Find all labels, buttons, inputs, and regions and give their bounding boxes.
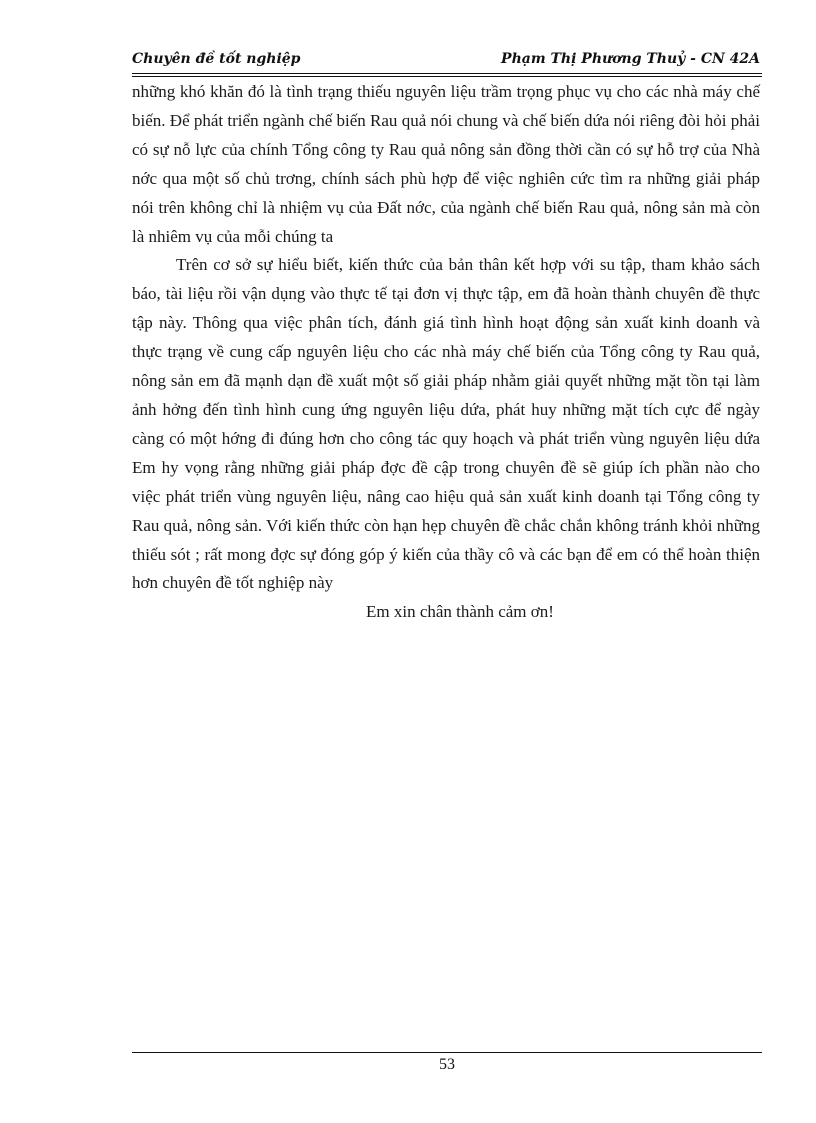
page-number: 53 [439,1056,455,1073]
header-document-title: Chuyên đề tốt nghiệp [132,51,301,67]
header-author: Phạm Thị Phương Thuỷ - CN 42A [501,51,760,67]
closing-line: Em xin chân thành cảm ơn! [366,602,554,622]
page-header [132,48,760,72]
body-paragraph-1: những khó khăn đó là tình trạng thiếu nguyên liệu trầm trọng phục vụ cho các nhà máy chế biến. Để phát triển ngành chế biến Rau quả nói chung và chế biến dứa nói riêng đòi hỏi phải có sự nỗ lực của chính Tổng công ty Rau quả nông sản đồng thời cần có sự hỗ trợ của Nhà nớc qua một số chủ trơng, chính sách phù hợp để việc nghiên cức tìm ra những giải pháp nói trên không chỉ là nhiệm vụ của Đất nớc, của ngành chế biến Rau quả, nông sản mà còn là nhiêm vụ của mỗi chúng ta [132,82,760,246]
body-paragraph-2: Trên cơ sở sự hiểu biết, kiến thức của bản thân kết hợp với su tập, tham khảo sách báo, tài liệu rồi vận dụng vào thực tế tại đơn vị thực tập, em đã hoàn thành chuyên đề thực tập này. Thông qua việc phân tích, đánh giá tình hình hoạt động sản xuất kinh doanh và thực trạng về cung cấp nguyên liệu cho các nhà máy chế biến của Tổng công ty Rau quả, nông sản em đã mạnh dạn đề xuất một số giải pháp nhằm giải quyết những mặt tồn tại làm ảnh hởng đến tình hình cung ứng nguyên liệu dứa, phát huy những mặt tích cực để ngày càng có một hớng đi đúng hơn cho công tác quy hoạch và phát triển vùng nguyên liệu dứa Em hy vọng rằng những giải pháp đợc đề cập trong chuyên đề sẽ giúp ích phần nào cho việc phát triển vùng nguyên liệu, nâng cao hiệu quả sản xuất kinh doanh tại Tổng công ty Rau quả, nông sản. Với kiến thức còn hạn hẹp chuyên đề chắc chắn không tránh khỏi những thiếu sót ; rất mong đợc sự đóng góp ý kiến của thầy cô và các bạn để em có thể hoàn thiện hơn chuyên đề tốt nghiệp này [132,255,760,593]
footer-divider [132,1052,762,1053]
header-divider [132,73,762,77]
document-body [132,78,760,627]
